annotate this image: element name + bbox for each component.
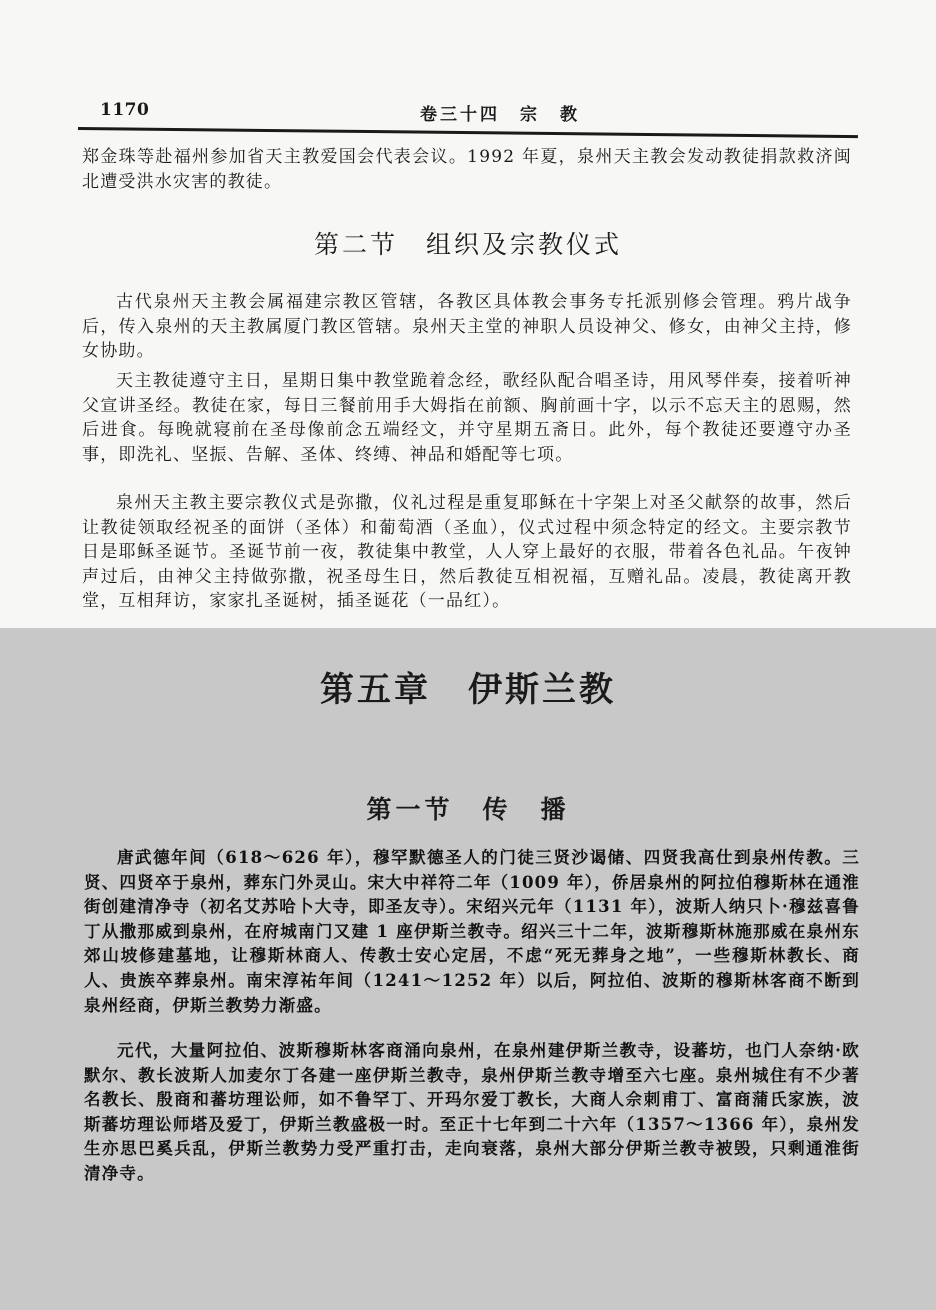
carryover-paragraph: 郑金珠等赴福州参加省天主教爱国会代表会议。1992 年夏，泉州天主教会发动教徒捐款救济闽北遭受洪水灾害的教徒。 [82,147,852,192]
paragraph-tang-song: 唐武德年间（618～626 年），穆罕默德圣人的门徒三贤沙谒储、四贤我高仕到泉州传教。三贤、四贤卒于泉州，葬东门外灵山。宋大中祥符二年（1009 年），侨居泉州的阿拉伯穆斯林在通淮街创建清净寺（初名艾苏哈卜大寺，即圣友寺）。宋绍兴元年（1131 年），波斯人纳只卜·穆兹喜鲁丁从撒那威到泉州，在府城南门又建 1 座伊斯兰教寺。绍兴三十二年，波斯穆斯林施那威在泉州东郊山坡修建墓地，让穆斯林商人、传教士安心定居，不虑“死无葬身之地”，一些穆斯林教长、商人、贵族卒葬泉州。南宋淳祐年间（1241～1252 年）以后，阿拉伯、波斯的穆斯林客商不断到泉州经商，伊斯兰教势力渐盛。 [84,848,860,1015]
paragraph-rituals: 泉州天主教主要宗教仪式是弥撒，仪礼过程是重复耶稣在十字架上对圣父献祭的故事，然后让教徒领取经祝圣的面饼（圣体）和葡萄酒（圣血），仪式过程中须念特定的经文。主要宗教节日是耶稣圣诞节。圣诞节前一夜，教徒集中教堂，人人穿上最好的衣服，带着各色礼品。午夜钟声过后，由神父主持做弥撒，祝圣母生日，然后教徒互相祝福，互赠礼品。凌晨，教徒离开教堂，互相拜访，家家扎圣诞树，插圣诞花（一品红）。 [82,493,852,611]
running-header: 卷三十四 宗 教 [420,105,580,125]
bottom-page-scan [0,628,936,1310]
paragraph-worship: 天主教徒遵守主日，星期日集中教堂跪着念经，歌经队配合唱圣诗，用风琴伴奏，接着听神父宣讲圣经。教徒在家，每日三餐前用手大姆指在前额、胸前画十字，以示不忘天主的恩赐，然后进食。每晚就寝前在圣母像前念五端经文，并守星期五斋日。此外，每个教徒还要遵守办圣事，即洗礼、坚振、告解、圣体、终缚、神品和婚配等七项。 [82,371,852,465]
header-rule [78,127,858,138]
chapter-title: 第五章 伊斯兰教 [320,670,616,710]
paragraph-yuan: 元代，大量阿拉伯、波斯穆斯林客商涌向泉州，在泉州建伊斯兰教寺，设蕃坊，也门人奈纳·欧默尔、教长波斯人加麦尔丁各建一座伊斯兰教寺，泉州伊斯兰教寺增至六七座。泉州城住有不少著名教长、殷商和蕃坊理讼师，如不鲁罕丁、开玛尔爱丁教长，大商人佘刺甫丁、富商蒲氏家族，波斯蕃坊理讼师塔及爱丁，伊斯兰教盛极一时。至正十七年到二十六年（1357～1366 年），泉州发生亦思巴奚兵乱，伊斯兰教势力受严重打击，走向衰落，泉州大部分伊斯兰教寺被毁，只剩通淮街清净寺。 [84,1041,860,1183]
paragraph-organization: 古代泉州天主教会属福建宗教区管辖，各教区具体教会事务专托派别修会管理。鸦片战争后，传入泉州的天主教属厦门教区管辖。泉州天主堂的神职人员设神父、修女，由神父主持，修女协助。 [82,292,852,361]
section-title-spread: 第一节 传 播 [366,795,570,824]
page-number: 1170 [100,100,150,120]
top-page-scan [0,0,936,628]
section-title-organization: 第二节 组织及宗教仪式 [313,230,622,259]
